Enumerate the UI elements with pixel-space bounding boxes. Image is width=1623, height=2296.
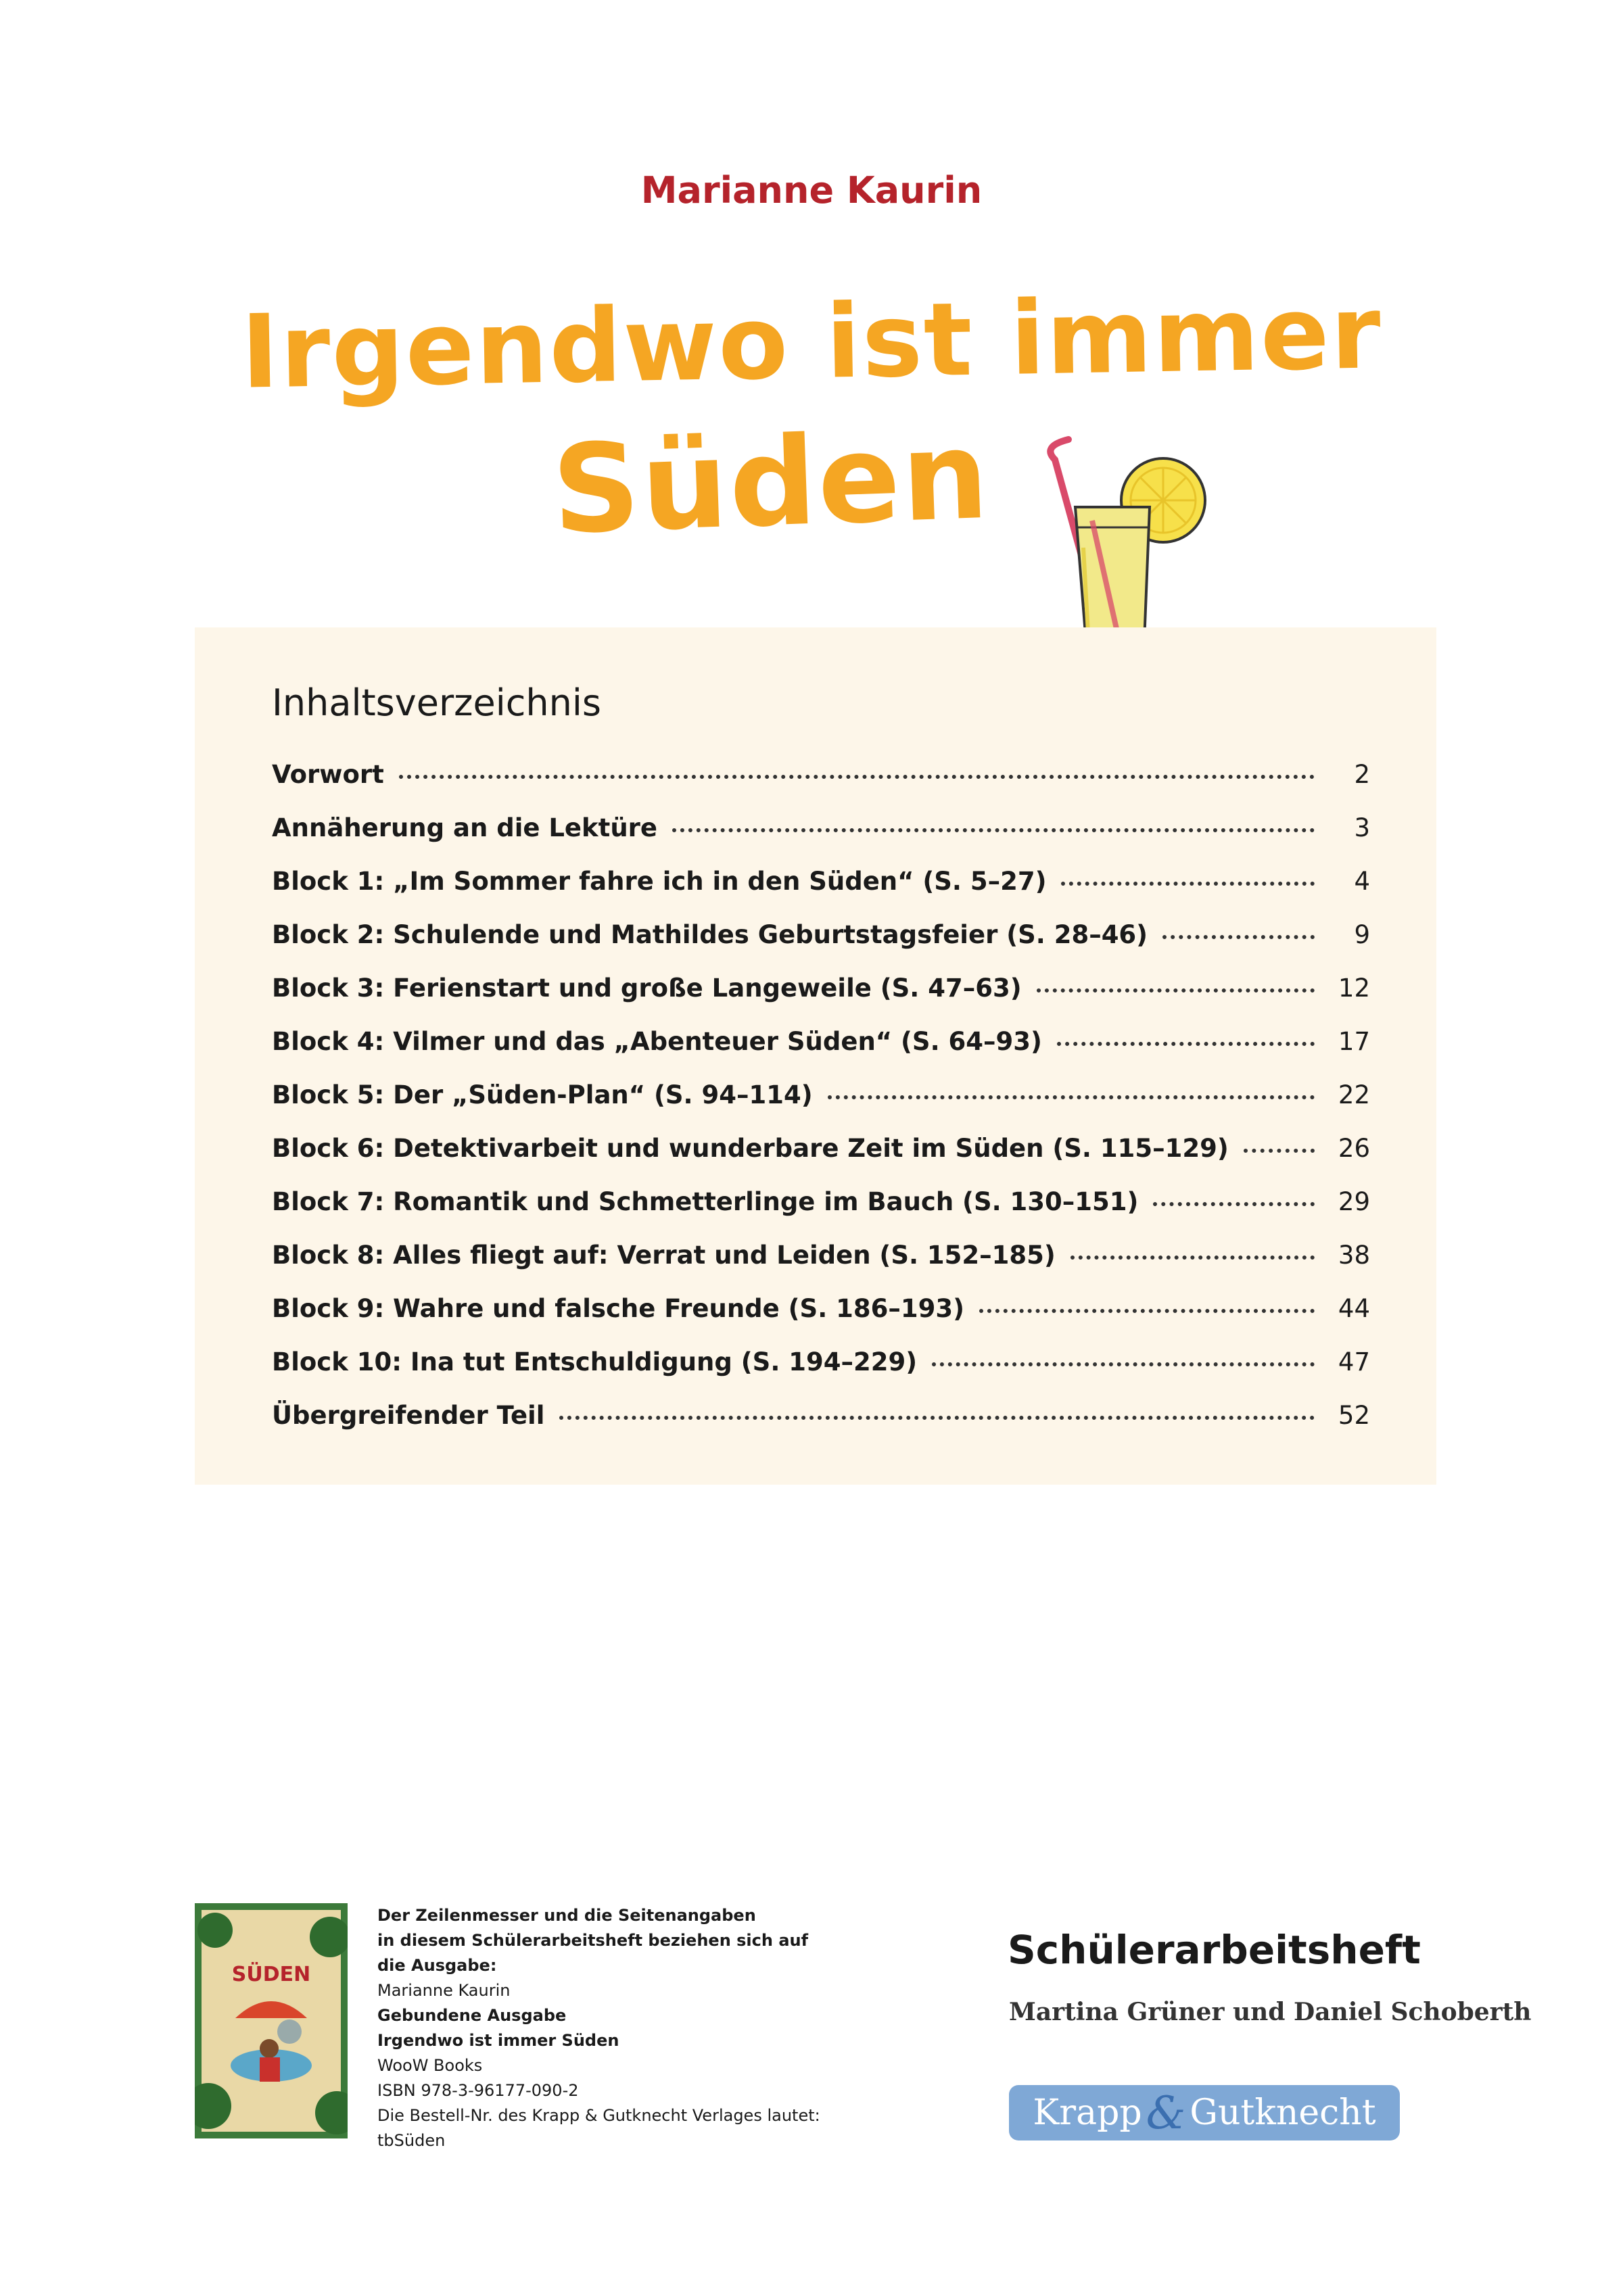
toc-entry-page: 38 bbox=[1338, 1241, 1370, 1270]
ref-line: in diesem Schülerarbeitsheft beziehen sich auf bbox=[377, 1931, 809, 1950]
ref-line: die Ausgabe: bbox=[377, 1956, 497, 1975]
workbook-authors: Martina Grüner und Daniel Schoberth bbox=[1009, 1998, 1532, 2026]
toc-heading: Inhaltsverzeichnis bbox=[272, 681, 602, 724]
toc-entry bbox=[272, 1294, 1370, 1347]
toc-leader-dots bbox=[559, 1416, 1315, 1420]
toc-leader-dots bbox=[1061, 882, 1315, 886]
toc-leader-dots bbox=[1057, 1042, 1315, 1046]
book-title-line1: Irgendwo ist immer bbox=[239, 274, 1384, 412]
toc-entry-page: 52 bbox=[1338, 1401, 1370, 1430]
toc-leader-dots bbox=[1071, 1255, 1315, 1260]
toc-entry bbox=[272, 1241, 1370, 1294]
toc-list bbox=[272, 760, 1370, 1454]
toc-entry-label: Block 6: Detektivarbeit und wunderbare Zeit im Süden (S. 115–129) bbox=[272, 1134, 1229, 1163]
toc-entry-label: Block 1: „Im Sommer fahre ich in den Süden“ (S. 5–27) bbox=[272, 867, 1047, 896]
toc-leader-dots bbox=[1244, 1149, 1315, 1153]
toc-entry-page: 9 bbox=[1354, 920, 1370, 949]
toc-entry-label: Block 9: Wahre und falsche Freunde (S. 186–193) bbox=[272, 1294, 965, 1323]
toc-entry bbox=[272, 867, 1370, 920]
toc-entry-page: 2 bbox=[1354, 760, 1370, 789]
toc-entry-label: Block 5: Der „Süden-Plan“ (S. 94–114) bbox=[272, 1080, 813, 1109]
toc-entry-label: Block 4: Vilmer und das „Abenteuer Süden“ (S. 64–93) bbox=[272, 1027, 1042, 1056]
publisher-logo-ampersand: & bbox=[1146, 2086, 1186, 2139]
toc-entry-page: 22 bbox=[1338, 1080, 1370, 1109]
toc-leader-dots bbox=[672, 828, 1315, 832]
toc-entry bbox=[272, 1134, 1370, 1187]
book-cover-thumbnail bbox=[195, 1903, 348, 2138]
author-name: Marianne Kaurin bbox=[640, 169, 983, 212]
toc-entry bbox=[272, 1027, 1370, 1080]
toc-entry-label: Annäherung an die Lektüre bbox=[272, 813, 657, 842]
edition-reference-note bbox=[377, 1903, 851, 2153]
toc-entry-label: Block 7: Romantik und Schmetterlinge im Bauch (S. 130–151) bbox=[272, 1187, 1139, 1216]
ref-line: Der Zeilenmesser und die Seitenangaben bbox=[377, 1906, 756, 1925]
toc-entry-page: 12 bbox=[1338, 974, 1370, 1003]
toc-entry bbox=[272, 1080, 1370, 1134]
toc-entry-page: 26 bbox=[1338, 1134, 1370, 1163]
publisher-logo bbox=[1009, 2085, 1400, 2140]
toc-leader-dots bbox=[828, 1095, 1315, 1099]
toc-leader-dots bbox=[1153, 1202, 1315, 1206]
toc-entry bbox=[272, 920, 1370, 974]
toc-entry-label: Vorwort bbox=[272, 760, 384, 789]
workbook-label: Schülerarbeitsheft bbox=[1008, 1927, 1421, 1973]
toc-entry-label: Block 10: Ina tut Entschuldigung (S. 194–229) bbox=[272, 1347, 918, 1377]
book-title-line2: Süden bbox=[550, 404, 992, 562]
toc-leader-dots bbox=[1037, 988, 1315, 992]
publisher-logo-part2: Gutknecht bbox=[1190, 2092, 1376, 2133]
ref-edition: Gebundene Ausgabe bbox=[377, 2006, 567, 2025]
toc-leader-dots bbox=[1162, 935, 1315, 939]
toc-entry bbox=[272, 1187, 1370, 1241]
ref-order-line: Die Bestell-Nr. des Krapp & Gutknecht Verlages lautet: bbox=[377, 2106, 820, 2125]
toc-entry bbox=[272, 760, 1370, 813]
toc-leader-dots bbox=[399, 775, 1315, 779]
toc-entry bbox=[272, 1347, 1370, 1401]
toc-leader-dots bbox=[979, 1309, 1315, 1313]
publisher-logo-part1: Krapp bbox=[1033, 2092, 1142, 2133]
toc-entry-label: Block 3: Ferienstart und große Langeweile (S. 47–63) bbox=[272, 974, 1022, 1003]
toc-entry-page: 47 bbox=[1338, 1347, 1370, 1377]
toc-leader-dots bbox=[932, 1362, 1315, 1366]
toc-entry-page: 3 bbox=[1354, 813, 1370, 842]
toc-entry-page: 17 bbox=[1338, 1027, 1370, 1056]
ref-isbn: ISBN 978-3-96177-090-2 bbox=[377, 2081, 579, 2100]
toc-entry-page: 44 bbox=[1338, 1294, 1370, 1323]
toc-entry bbox=[272, 813, 1370, 867]
toc-entry-label: Block 2: Schulende und Mathildes Geburtstagsfeier (S. 28–46) bbox=[272, 920, 1148, 949]
toc-entry-page: 29 bbox=[1338, 1187, 1370, 1216]
toc-entry-label: Übergreifender Teil bbox=[272, 1401, 545, 1430]
toc-entry bbox=[272, 974, 1370, 1027]
ref-book-title: Irgendwo ist immer Süden bbox=[377, 2031, 619, 2050]
toc-entry bbox=[272, 1401, 1370, 1454]
ref-order-number: tbSüden bbox=[377, 2131, 446, 2150]
ref-author: Marianne Kaurin bbox=[377, 1981, 511, 2000]
ref-publisher: WooW Books bbox=[377, 2056, 483, 2075]
cover-title: SÜDEN bbox=[231, 1963, 311, 1986]
toc-entry-label: Block 8: Alles fliegt auf: Verrat und Leiden (S. 152–185) bbox=[272, 1241, 1056, 1270]
table-of-contents bbox=[195, 627, 1436, 1485]
toc-entry-page: 4 bbox=[1354, 867, 1370, 896]
